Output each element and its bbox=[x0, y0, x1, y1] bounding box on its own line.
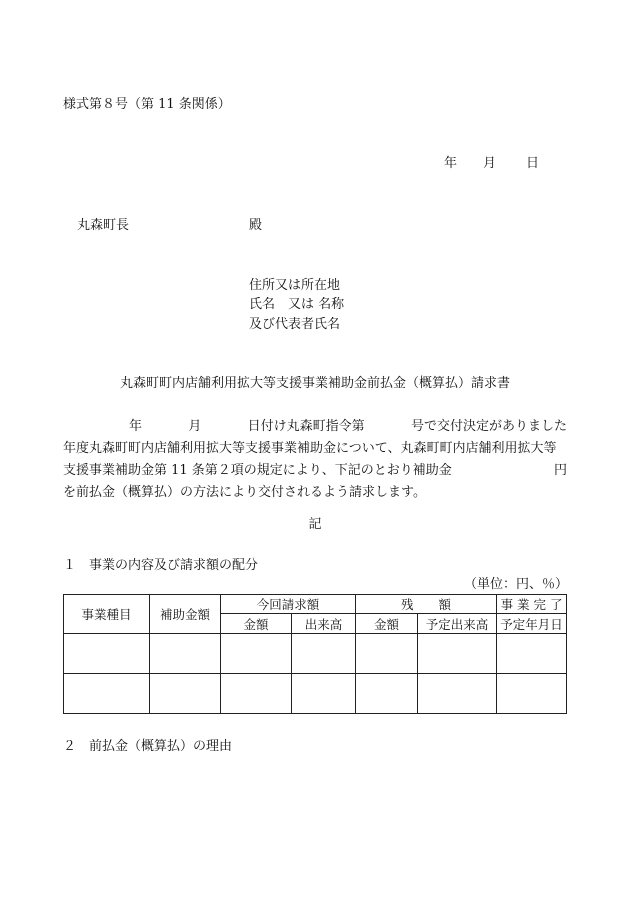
table-cell[interactable] bbox=[292, 634, 356, 674]
body-month: 月 bbox=[188, 419, 202, 434]
body-line-4-text: を前払金（概算払）の方法により交付されるよう請求します。 bbox=[63, 485, 426, 500]
body-line-2-text: 年度丸森町町内店舗利用拡大等支援事業補助金について、丸森町町内店舗利用拡大等 bbox=[63, 441, 557, 456]
header-completion-date: 予定年月日 bbox=[497, 614, 567, 634]
body-line-3-text: 支援事業補助金第 11 条第２項の規定により、下記のとおり補助金 bbox=[63, 463, 452, 478]
table-header-row-1 bbox=[64, 595, 567, 614]
date-year-label: 年 bbox=[444, 156, 458, 171]
table-cell[interactable] bbox=[356, 634, 418, 674]
table-row bbox=[64, 634, 567, 674]
body-year: 年 bbox=[129, 419, 143, 434]
document-title: 丸森町町内店舗利用拡大等支援事業補助金前払金（概算払）請求書 bbox=[119, 376, 510, 391]
applicant-address-label: 住所又は所在地 bbox=[249, 278, 341, 293]
applicant-representative-label: 及び代表者氏名 bbox=[249, 317, 341, 332]
table-cell[interactable] bbox=[64, 674, 150, 714]
header-completion: 事 業 完 了 bbox=[497, 595, 567, 614]
request-body bbox=[63, 416, 567, 504]
body-line-4 bbox=[63, 482, 567, 504]
header-remaining-amount: 金額 bbox=[356, 614, 418, 634]
date-day-label: 日 bbox=[526, 156, 540, 171]
section-2-heading: ２ 前払金（概算払）の理由 bbox=[63, 739, 233, 754]
table-cell[interactable] bbox=[418, 674, 497, 714]
header-remaining-progress: 予定出来高 bbox=[418, 614, 497, 634]
table-cell[interactable] bbox=[64, 634, 150, 674]
table-cell[interactable] bbox=[418, 634, 497, 674]
date-month-label: 月 bbox=[483, 156, 497, 171]
table-cell[interactable] bbox=[150, 634, 221, 674]
table-cell[interactable] bbox=[150, 674, 221, 714]
table-cell[interactable] bbox=[497, 634, 567, 674]
body-yen: 円 bbox=[553, 463, 567, 478]
table-cell[interactable] bbox=[221, 634, 292, 674]
header-current-request: 今回請求額 bbox=[221, 595, 356, 614]
table-cell[interactable] bbox=[292, 674, 356, 714]
table-row bbox=[64, 674, 567, 714]
ki-heading: 記 bbox=[308, 517, 322, 532]
unit-label: （単位：円、％） bbox=[464, 577, 569, 592]
header-current-amount: 金額 bbox=[221, 614, 292, 634]
header-type: 事業種目 bbox=[64, 595, 150, 634]
allocation-table bbox=[63, 594, 567, 714]
applicant-name-label: 氏名 又は 名称 bbox=[249, 297, 345, 312]
section-1-heading: １ 事業の内容及び請求額の配分 bbox=[63, 558, 259, 573]
body-line-2 bbox=[63, 438, 567, 460]
header-current-progress: 出来高 bbox=[292, 614, 356, 634]
table-cell[interactable] bbox=[497, 674, 567, 714]
header-remaining: 残 額 bbox=[356, 595, 497, 614]
body-line-3 bbox=[63, 460, 567, 482]
body-decision-tail: 号で交付決定がありました bbox=[410, 419, 567, 434]
body-line-1 bbox=[63, 416, 567, 438]
table-cell[interactable] bbox=[356, 674, 418, 714]
body-decision-ref: 日付け丸森町指令第 bbox=[247, 419, 365, 434]
form-number: 様式第８号（第 11 条関係） bbox=[63, 97, 231, 112]
addressee-honorific: 殿 bbox=[249, 218, 263, 233]
header-subsidy: 補助金額 bbox=[150, 595, 221, 634]
table-cell[interactable] bbox=[221, 674, 292, 714]
addressee-name: 丸森町長 bbox=[77, 218, 130, 233]
